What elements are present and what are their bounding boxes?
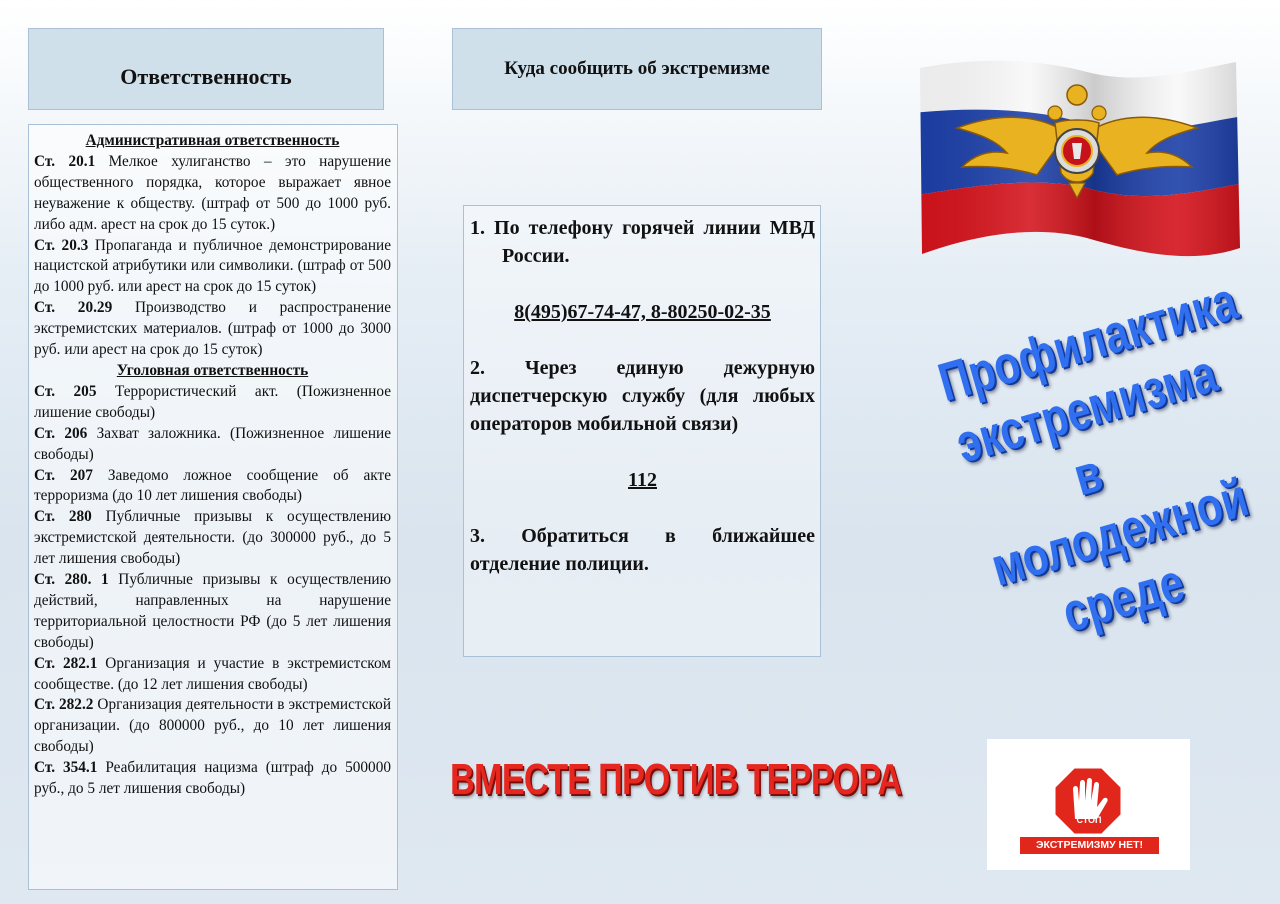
stop-banner: ЭКСТРЕМИЗМУ НЕТ!	[1020, 837, 1159, 854]
article-number: Ст. 280	[34, 508, 92, 526]
article-number: Ст. 207	[34, 466, 93, 484]
admin-list	[34, 152, 391, 361]
article-number: Ст. 354.1	[34, 759, 98, 777]
admin-item	[34, 236, 391, 299]
article-number: Ст. 282.2	[34, 696, 94, 714]
article-text: Производство и распространение экстремистских материалов. (штраф от 1000 до 3000 руб. или арест на срок до 15 суток)	[34, 299, 391, 359]
article-number: Ст. 205	[34, 382, 97, 400]
criminal-item	[34, 424, 391, 466]
criminal-item	[34, 758, 391, 800]
article-text: Мелкое хулиганство – это нарушение общественного порядка, которое выражает явное неуважение к обществу. (штраф от 500 до 1000 руб. либо адм. арест на срок до 15 суток.)	[34, 152, 391, 233]
stop-word: СТОП	[1076, 815, 1102, 825]
article-text: Реабилитация нацизма (штраф до 500000 руб., до 5 лет лишения свободы)	[34, 759, 391, 798]
article-text: Заведомо ложное сообщение об акте терроризма (до 10 лет лишения свободы)	[34, 466, 391, 505]
article-number: Ст. 206	[34, 424, 88, 442]
report-item-dispatch: 2. Через единую дежурную диспетчерскую службу (для любых операторов мобильной связи)	[470, 357, 815, 435]
brochure-title: Профилактика экстремизма в молодежной среде	[931, 270, 1255, 644]
report-panel	[463, 205, 821, 657]
article-text: Захват заложника. (Пожизненное лишение свободы)	[34, 424, 391, 463]
article-number: Ст. 20.29	[34, 299, 113, 317]
russian-flag-emblem	[912, 58, 1244, 258]
report-header-text: Куда сообщить об экстремизме	[504, 58, 770, 79]
admin-section-title: Административная ответственность	[85, 132, 340, 149]
responsibility-header-text: Ответственность	[120, 64, 292, 89]
report-item-hotline: 1. По телефону горячей линии МВД России.	[470, 217, 815, 267]
criminal-item	[34, 695, 391, 758]
article-text: Публичные призывы к осуществлению действий, направленных на нарушение территориальной целостности РФ (до 5 лет лишения свободы)	[34, 571, 391, 651]
report-header	[452, 28, 822, 110]
criminal-item	[34, 382, 391, 424]
hotline-phones: 8(495)67-74-47, 8-80250-02-35	[514, 301, 771, 323]
article-text: Пропаганда и публичное демонстрирование нацистской атрибутики или символики. (штраф от 500 до 1000 руб. или арест на срок до 15 суток)	[34, 236, 391, 296]
admin-item	[34, 152, 391, 236]
criminal-item	[34, 507, 391, 570]
article-text: Организация деятельности в экстремистской организации. (до 800000 руб., до 10 лет лишения свободы)	[34, 696, 392, 756]
slogan: ВМЕСТЕ ПРОТИВ ТЕРРОРА	[450, 755, 902, 804]
criminal-item	[34, 466, 391, 508]
admin-item	[34, 298, 391, 361]
report-item-police: 3. Обратиться в ближайшее отделение полиции.	[470, 525, 815, 575]
responsibility-panel	[28, 124, 398, 890]
emergency-number: 112	[628, 469, 657, 491]
criminal-item	[34, 570, 391, 654]
article-number: Ст. 20.3	[34, 236, 89, 254]
article-number: Ст. 20.1	[34, 152, 96, 170]
article-text: Террористический акт. (Пожизненное лишение свободы)	[34, 382, 391, 421]
criminal-section-title: Уголовная ответственность	[116, 361, 309, 379]
article-text: Организация и участие в экстремистском сообществе. (до 12 лет лишения свободы)	[34, 654, 391, 693]
responsibility-header	[28, 28, 384, 110]
stop-extremism-badge	[987, 739, 1190, 870]
criminal-item	[34, 654, 391, 696]
criminal-list	[34, 382, 391, 800]
article-text: Публичные призывы к осуществлению экстремистской деятельности. (до 300000 руб., до 5 лет лишения свободы)	[34, 508, 391, 568]
article-number: Ст. 282.1	[34, 654, 98, 672]
article-number: Ст. 280. 1	[34, 571, 109, 589]
